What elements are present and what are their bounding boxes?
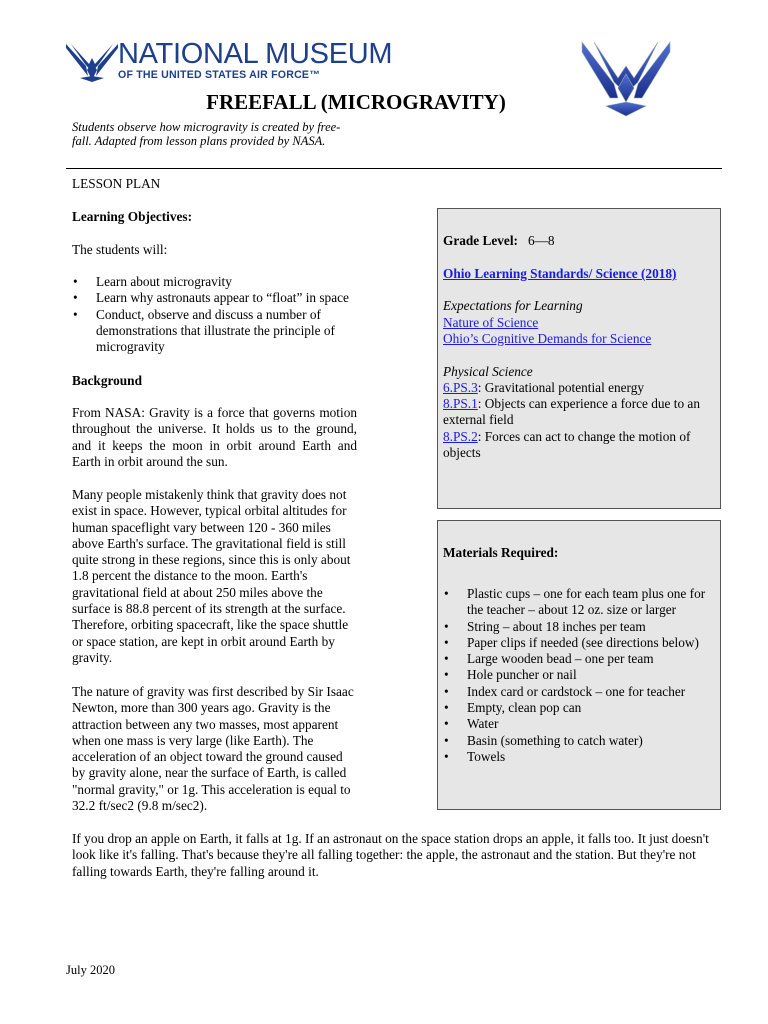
- nature-of-science-link[interactable]: Nature of Science: [443, 315, 539, 330]
- list-item: • Basin (something to catch water): [443, 733, 718, 749]
- museum-name: NATIONAL MUSEUM: [118, 38, 393, 70]
- header-divider: [66, 168, 722, 169]
- list-item: • Index card or cardstock – one for teacher: [443, 684, 718, 700]
- objectives-list: [72, 274, 362, 355]
- lesson-summary: Students observe how microgravity is created by free-fall. Adapted from lesson plans provided by NASA.: [72, 120, 341, 149]
- list-item: • Learn about microgravity: [72, 274, 362, 290]
- standard-item: 8.PS.2: Forces can act to change the motion of objects: [443, 429, 691, 461]
- grade-level-value: 6—8: [527, 233, 555, 248]
- list-item: • String – about 18 inches per team: [443, 619, 718, 635]
- standard-6ps3-link[interactable]: 6.PS.3: [443, 380, 478, 395]
- list-item: • Towels: [443, 749, 718, 765]
- lesson-plan-label: LESSON PLAN: [72, 176, 161, 191]
- standard-item: 8.PS.1: Objects can experience a force due to an external field: [443, 396, 700, 428]
- list-item: • Large wooden bead – one per team: [443, 651, 718, 667]
- air-force-wing-logo-icon: [66, 42, 118, 82]
- grade-level: [443, 233, 715, 249]
- background-paragraph: The nature of gravity was first described by Sir Isaac Newton, more than 300 years ago. Gravity is the attraction between any two masses, most apparent when one mass is very large (like Earth). The acceleration of an object toward the ground caused by gravity alone, near the surface of Earth, is called "normal gravity," or 1g. This acceleration is equal to 32.2 ft/sec2 (9.8 m/sec2).: [72, 684, 354, 814]
- standard-8ps1-link[interactable]: 8.PS.1: [443, 396, 478, 411]
- list-item: • Paper clips if needed (see directions below): [443, 635, 718, 651]
- cognitive-demands-link[interactable]: Ohio’s Cognitive Demands for Science: [443, 331, 652, 346]
- footer-date: July 2020: [66, 963, 115, 977]
- materials-list: [443, 586, 718, 765]
- background-heading: Background: [72, 373, 142, 388]
- document-title: FREEFALL (MICROGRAVITY): [206, 90, 506, 114]
- expectations-heading: Expectations for Learning: [443, 298, 583, 313]
- list-item: • Learn why astronauts appear to “float” in space: [72, 290, 362, 306]
- closing-paragraph: If you drop an apple on Earth, it falls at 1g. If an astronaut on the space station drops an apple, it falls too. It just doesn't look like it's falling. That's because they're all falling together: the apple, the astronaut and the station. But they're not falling towards Earth, they're falling around it.: [72, 831, 709, 879]
- standard-item: 6.PS.3: Gravitational potential energy: [443, 380, 645, 395]
- materials-heading: Materials Required:: [443, 545, 559, 560]
- objectives-heading: Learning Objectives:: [72, 209, 193, 224]
- objectives-intro: The students will:: [72, 242, 168, 257]
- physical-science-heading: Physical Science: [443, 364, 533, 379]
- background-paragraph: Many people mistakenly think that gravity does not exist in space. However, typical orbital altitudes for human spaceflight vary between 120 - 360 miles above Earth's surface. The gravitational field is still quite strong in these regions, since this is only about 1.8 percent the distance to the moon. Earth's gravitational field at about 250 miles above the surface is 88.8 percent of its strength at the surface. Therefore, orbiting spacecraft, like the space shuttle or space station, are kept in orbit around Earth by gravity.: [72, 487, 351, 665]
- list-item: • Hole puncher or nail: [443, 667, 718, 683]
- grade-level-label: Grade Level:: [443, 233, 518, 248]
- list-item: • Water: [443, 716, 718, 732]
- standard-8ps2-link[interactable]: 8.PS.2: [443, 429, 478, 444]
- ohio-standards-link[interactable]: Ohio Learning Standards/ Science (2018): [443, 266, 677, 281]
- list-item: • Empty, clean pop can: [443, 700, 718, 716]
- background-paragraph: From NASA: Gravity is a force that governs motion throughout the universe. It holds us to the ground, and it keeps the moon in orbit around Earth and Earth in orbit around the sun.: [72, 405, 357, 469]
- standards-box: [437, 208, 721, 509]
- list-item: • Plastic cups – one for each team plus one for the teacher – about 12 oz. size or larger: [443, 586, 718, 619]
- museum-subtitle: OF THE UNITED STATES AIR FORCE™: [118, 69, 320, 81]
- list-item: • Conduct, observe and discuss a number of demonstrations that illustrate the principle of microgravity: [72, 307, 362, 356]
- materials-box: [437, 520, 721, 810]
